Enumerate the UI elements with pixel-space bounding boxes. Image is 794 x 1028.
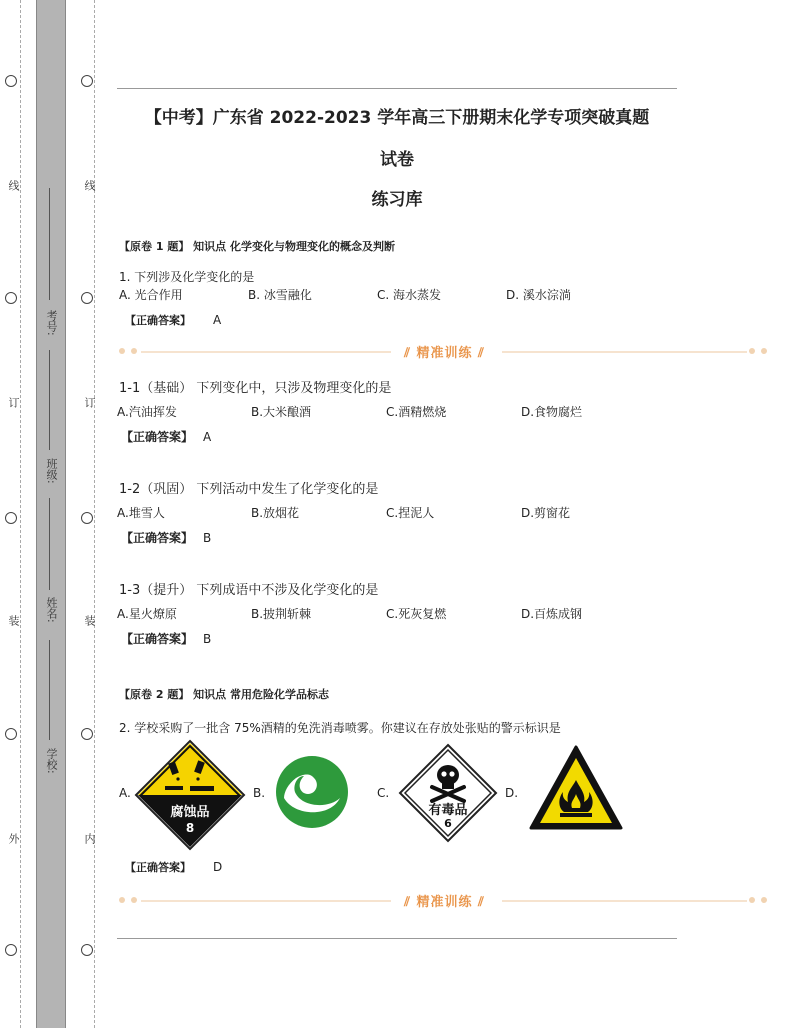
field-line[interactable] <box>49 498 50 590</box>
divider-label: ⫽ 精准训练 ⫽ <box>404 895 485 910</box>
binding-label: 线 <box>7 180 20 191</box>
practice-question: 1-2（巩固） 下列活动中发生了化学变化的是 <box>119 482 379 497</box>
toxic-sign[interactable] <box>398 743 498 843</box>
outer-dashed-line <box>20 0 21 1028</box>
binding-label: 线 <box>83 180 96 191</box>
field-school: 学校: <box>45 748 58 774</box>
page-subtitle: 练习库 <box>371 190 423 210</box>
answer-value: B <box>203 531 212 545</box>
option-b: B.放烟花 <box>251 506 300 520</box>
field-name: 姓名: <box>45 597 58 623</box>
binding-label: 外 <box>7 833 20 844</box>
section-divider <box>117 345 772 359</box>
option-a: A.堆雪人 <box>117 506 165 520</box>
answer-row <box>125 859 222 875</box>
option-d-letter: D. <box>505 786 519 800</box>
binding-hole <box>81 944 93 956</box>
binding-label: 订 <box>7 397 20 408</box>
practice-question: 1-1（基础） 下列变化中，只涉及物理变化的是 <box>119 381 392 396</box>
option-a-letter: A. <box>119 786 131 800</box>
section-divider <box>117 894 772 908</box>
answer-value: B <box>203 632 212 646</box>
answer-label: 【正确答案】 <box>121 632 194 646</box>
toxic-sign-class: 6 <box>444 817 452 830</box>
corrosive-sign-class: 8 <box>185 821 195 835</box>
answer-label: 【正确答案】 <box>125 861 191 874</box>
field-exam-number: 考号: <box>45 310 58 336</box>
inner-dashed-line <box>94 0 95 1028</box>
option-a: A.星火燎原 <box>117 607 177 621</box>
option-c: C.死灰复燃 <box>386 607 447 621</box>
option-c: C.酒精燃烧 <box>386 405 447 419</box>
field-class: 班级: <box>45 458 58 484</box>
binding-hole <box>5 292 17 304</box>
question-text: 1. 下列涉及化学变化的是 <box>119 270 255 284</box>
binding-hole <box>81 728 93 740</box>
divider-label: ⫽ 精准训练 ⫽ <box>404 346 485 361</box>
option-b-letter: B. <box>253 786 266 800</box>
binding-hole <box>5 512 17 524</box>
binding-strip <box>36 0 66 1028</box>
section-heading: 【原卷 1 题】 知识点 化学变化与物理变化的概念及判断 <box>119 240 395 253</box>
option-c: C. 海水蒸发 <box>377 288 442 302</box>
question-text: 2. 学校采购了一批含 75%酒精的免洗消毒喷雾。你建议在存放处张贴的警示标识是 <box>119 721 561 735</box>
page-title-line2: 试卷 <box>380 150 414 170</box>
answer-row <box>121 630 211 647</box>
option-d: D.百炼成钢 <box>521 607 583 621</box>
answer-value: A <box>203 430 212 444</box>
answer-label: 【正确答案】 <box>121 531 194 545</box>
answer-label: 【正确答案】 <box>121 430 194 444</box>
top-rule <box>117 88 677 89</box>
option-d: D.剪窗花 <box>521 506 571 520</box>
corrosive-sign[interactable] <box>134 739 246 851</box>
corrosive-sign-text: 腐蚀品 <box>170 805 210 820</box>
answer-row <box>125 312 221 328</box>
option-d: D. 溪水淙淌 <box>506 288 571 302</box>
section-heading: 【原卷 2 题】 知识点 常用危险化学品标志 <box>119 688 329 701</box>
binding-label: 装 <box>7 615 20 626</box>
flammable-sign[interactable] <box>528 744 624 832</box>
field-line[interactable] <box>49 350 50 450</box>
binding-hole <box>81 292 93 304</box>
binding-hole <box>5 75 17 87</box>
option-c-letter: C. <box>377 786 390 800</box>
binding-hole <box>5 944 17 956</box>
field-line[interactable] <box>49 188 50 300</box>
option-a: A. 光合作用 <box>119 288 183 302</box>
option-c: C.捏泥人 <box>386 506 435 520</box>
practice-question: 1-3（提升） 下列成语中不涉及化学变化的是 <box>119 583 379 598</box>
binding-hole <box>5 728 17 740</box>
green-sign[interactable] <box>274 754 350 830</box>
water-drop-icon <box>274 754 350 830</box>
option-b: B.披荆斩棘 <box>251 607 312 621</box>
page-title: 【中考】广东省 2022-2023 学年高三下册期末化学专项突破真题 <box>144 108 650 128</box>
binding-label: 订 <box>83 397 96 408</box>
binding-hole <box>81 512 93 524</box>
binding-label: 内 <box>83 833 96 844</box>
toxic-sign-text: 有毒品 <box>428 803 468 818</box>
option-b: B.大米酿酒 <box>251 405 312 419</box>
answer-row <box>121 529 211 546</box>
field-line[interactable] <box>49 640 50 740</box>
answer-value: D <box>213 860 223 874</box>
bottom-rule <box>117 938 677 939</box>
flame-icon <box>528 744 624 832</box>
answer-row <box>121 428 211 445</box>
option-a: A.汽油挥发 <box>117 405 177 419</box>
binding-label: 装 <box>83 615 96 626</box>
option-d: D.食物腐烂 <box>521 405 583 419</box>
answer-label: 【正确答案】 <box>125 314 191 327</box>
answer-value: A <box>213 313 222 327</box>
option-b: B. 冰雪融化 <box>248 288 312 302</box>
binding-hole <box>81 75 93 87</box>
